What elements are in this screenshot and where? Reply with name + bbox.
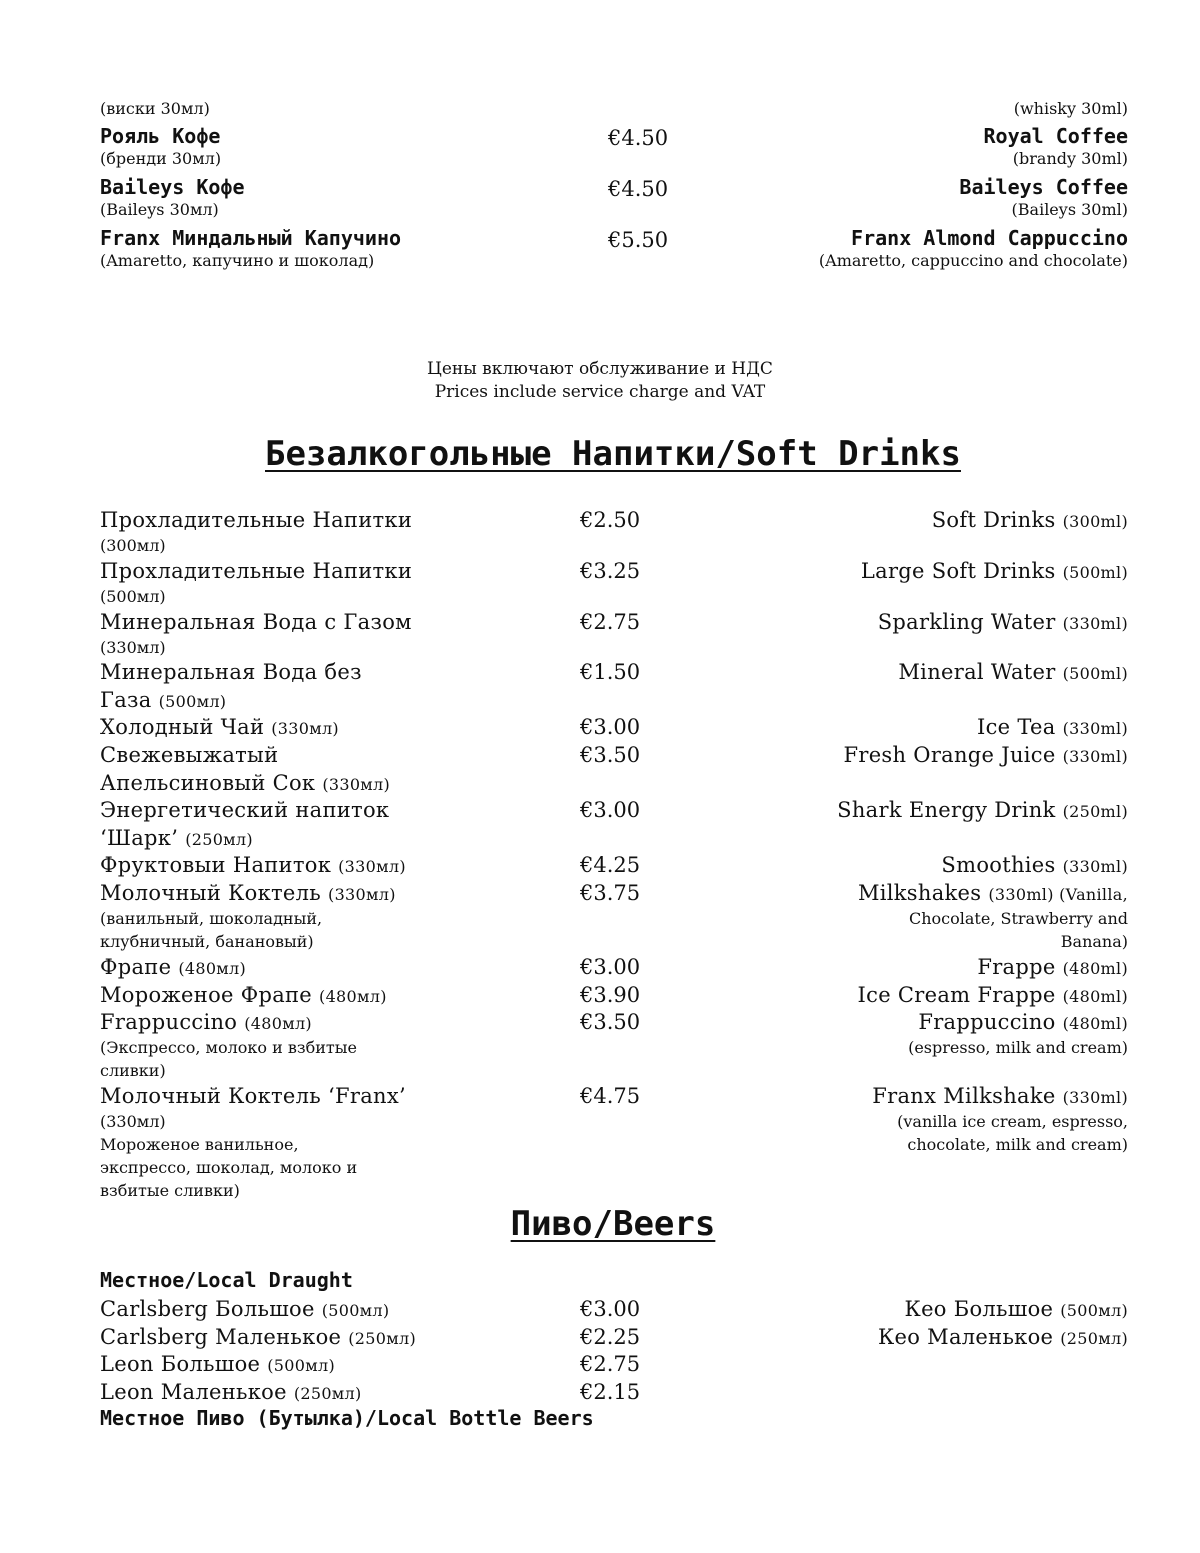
ru-item-name-cont: ‘Шарк’ bbox=[100, 826, 179, 850]
ru-description: экспрессо, шоколад, молоко и bbox=[100, 1158, 358, 1177]
local-draught-label: Местное/Local Draught bbox=[100, 1268, 353, 1292]
list-item bbox=[100, 953, 1128, 981]
price: €3.00 bbox=[580, 955, 641, 979]
soft-drinks-title: Безалкогольные Напитки/Soft Drinks bbox=[265, 434, 961, 474]
en-item-name: Large Soft Drinks bbox=[860, 559, 1056, 583]
ru-volume: (330мл) bbox=[271, 719, 339, 738]
ru-item-name: Мороженое Фрапе bbox=[100, 983, 313, 1007]
ru-item-name: Рояль Кофе bbox=[100, 124, 221, 148]
ru-item-name: Прохладительные Напитки bbox=[100, 508, 413, 532]
list-item bbox=[100, 557, 1128, 609]
ru-volume: (500мл) bbox=[158, 692, 227, 711]
en-volume: (500ml) bbox=[1062, 664, 1128, 683]
price: €3.00 bbox=[580, 715, 641, 739]
en-item-name: Кео Маленькое bbox=[877, 1325, 1054, 1349]
list-item bbox=[100, 608, 1128, 660]
ru-volume: (250мл) bbox=[293, 1384, 362, 1403]
en-volume: (480ml) bbox=[1062, 1014, 1128, 1033]
en-subtext: (Amaretto, cappuccino and chocolate) bbox=[818, 251, 1128, 270]
ru-item-name: Минеральная Вода с Газом bbox=[100, 610, 412, 634]
en-item-name: Smoothies bbox=[941, 853, 1056, 877]
ru-subtext: (Baileys 30мл) bbox=[100, 200, 219, 219]
ru-volume: (300мл) bbox=[100, 536, 166, 555]
coffee-item-royal bbox=[100, 124, 1128, 172]
en-item-name: Sparkling Water bbox=[877, 610, 1056, 634]
en-volume: (300ml) bbox=[1062, 512, 1128, 531]
beers-heading bbox=[0, 1204, 1200, 1244]
list-item bbox=[100, 851, 1128, 879]
ru-item-name: Молочный Коктель bbox=[100, 881, 322, 905]
ru-item-name: Фрапе bbox=[100, 955, 172, 979]
price: €3.50 bbox=[580, 743, 641, 767]
list-item bbox=[100, 658, 1128, 714]
en-item-name: Frappuccino bbox=[918, 1010, 1056, 1034]
ru-volume: (330мл) bbox=[328, 885, 396, 904]
coffee-row-continuation bbox=[100, 98, 1128, 124]
price: €1.50 bbox=[580, 660, 641, 684]
en-volume: (330ml) bbox=[1062, 1088, 1128, 1107]
en-volume: (330ml) bbox=[1062, 747, 1128, 766]
ru-subtext: (бренди 30мл) bbox=[100, 149, 222, 168]
price: €3.25 bbox=[580, 559, 641, 583]
en-item-name: Fresh Orange Juice bbox=[843, 743, 1056, 767]
coffee-item-franx-almond bbox=[100, 226, 1128, 274]
ru-volume: (500мл) bbox=[321, 1301, 390, 1320]
list-item bbox=[100, 1008, 1128, 1084]
en-subtext: (whisky 30ml) bbox=[1013, 99, 1128, 118]
coffee-item-baileys bbox=[100, 175, 1128, 223]
en-description: Banana) bbox=[1060, 932, 1128, 951]
en-volume: (330ml) bbox=[1062, 719, 1128, 738]
en-description: Chocolate, Strawberry and bbox=[909, 909, 1128, 928]
en-volume: (500ml) bbox=[1062, 563, 1128, 582]
ru-item-name: Холодный Чай bbox=[100, 715, 265, 739]
list-item bbox=[100, 879, 1128, 955]
ru-volume: (480мл) bbox=[319, 987, 387, 1006]
price: €2.50 bbox=[580, 508, 641, 532]
list-item bbox=[100, 713, 1128, 741]
ru-item-name: Свежевыжатый bbox=[100, 743, 279, 767]
ru-item-name: Leon Большое bbox=[100, 1352, 261, 1376]
list-item bbox=[100, 506, 1128, 558]
en-item-name: Royal Coffee bbox=[983, 124, 1128, 148]
ru-description: (ванильный, шоколадный, bbox=[100, 909, 323, 928]
en-item-name: Milkshakes bbox=[857, 881, 982, 905]
beers-title: Пиво/Beers bbox=[510, 1204, 716, 1244]
en-volume: (480ml) bbox=[1062, 959, 1128, 978]
price: €4.50 bbox=[608, 126, 669, 150]
en-volume: (250мл) bbox=[1060, 1329, 1128, 1348]
list-item bbox=[100, 1323, 1128, 1351]
ru-item-name: Carlsberg Большое bbox=[100, 1297, 315, 1321]
ru-volume: (250мл) bbox=[185, 830, 253, 849]
en-description: (espresso, milk and cream) bbox=[908, 1038, 1128, 1057]
en-volume: (500мл) bbox=[1060, 1301, 1128, 1320]
price: €4.50 bbox=[608, 177, 669, 201]
price: €3.50 bbox=[580, 1010, 641, 1034]
en-item-name: Ice Cream Frappe bbox=[857, 983, 1056, 1007]
ru-volume: (480мл) bbox=[244, 1014, 312, 1033]
price: €3.00 bbox=[580, 1297, 641, 1321]
ru-item-name: Franx Миндальный Капучино bbox=[100, 226, 402, 250]
en-item-name: Franx Almond Cappuccino bbox=[851, 226, 1128, 250]
price: €3.75 bbox=[580, 881, 641, 905]
ru-volume: (500мл) bbox=[267, 1356, 335, 1375]
ru-item-name: Carlsberg Маленькое bbox=[100, 1325, 342, 1349]
en-item-name: Ice Tea bbox=[977, 715, 1056, 739]
soft-drinks-heading bbox=[0, 434, 1200, 474]
ru-volume: (330мл) bbox=[338, 857, 406, 876]
price: €3.00 bbox=[580, 798, 641, 822]
price: €4.25 bbox=[580, 853, 641, 877]
en-item-name: Shark Energy Drink bbox=[837, 798, 1056, 822]
en-subtext: (Baileys 30ml) bbox=[1011, 200, 1128, 219]
ru-volume: (330мл) bbox=[100, 638, 166, 657]
en-description: (vanilla ice cream, espresso, bbox=[897, 1112, 1128, 1131]
en-volume: (330ml) bbox=[1062, 614, 1128, 633]
price-note-ru: Цены включают обслуживание и НДС bbox=[427, 359, 773, 379]
list-item bbox=[100, 1082, 1128, 1204]
ru-item-name: Frappuccino bbox=[100, 1010, 238, 1034]
ru-item-name-cont: Газа bbox=[100, 688, 152, 712]
ru-subtext: (Amaretto, капучино и шоколад) bbox=[100, 251, 375, 270]
price: €5.50 bbox=[608, 228, 669, 252]
ru-volume: (500мл) bbox=[100, 587, 166, 606]
price: €2.15 bbox=[580, 1380, 641, 1404]
en-item-name: Frappe bbox=[977, 955, 1056, 979]
price-note-en: Prices include service charge and VAT bbox=[434, 382, 766, 402]
ru-description: клубничный, банановый) bbox=[100, 932, 314, 951]
ru-volume: (250мл) bbox=[348, 1329, 416, 1348]
en-volume: (480ml) bbox=[1062, 987, 1128, 1006]
list-item bbox=[100, 741, 1128, 797]
ru-item-name: Leon Маленькое bbox=[100, 1380, 287, 1404]
en-item-name: Soft Drinks bbox=[931, 508, 1056, 532]
local-bottle-beers-label: Местное Пиво (Бутылка)/Local Bottle Beers bbox=[100, 1406, 594, 1430]
en-item-name: Franx Milkshake bbox=[872, 1084, 1056, 1108]
price: €2.75 bbox=[580, 610, 641, 634]
ru-subtext: (виски 30мл) bbox=[100, 99, 210, 118]
en-volume: (250ml) bbox=[1062, 802, 1128, 821]
ru-description: сливки) bbox=[100, 1061, 166, 1080]
ru-item-name: Молочный Коктель ‘Franx’ bbox=[100, 1084, 406, 1108]
en-volume: (330ml) (Vanilla, bbox=[988, 885, 1128, 904]
ru-description: взбитые сливки) bbox=[100, 1181, 240, 1200]
price: €4.75 bbox=[580, 1084, 641, 1108]
ru-item-name-cont: Апельсиновый Сок bbox=[100, 771, 316, 795]
price: €2.25 bbox=[580, 1325, 641, 1349]
en-item-name: Кео Большое bbox=[904, 1297, 1054, 1321]
list-item bbox=[100, 1378, 1128, 1406]
en-volume: (330ml) bbox=[1062, 857, 1128, 876]
price: €2.75 bbox=[580, 1352, 641, 1376]
ru-description: Мороженое ванильное, bbox=[100, 1135, 299, 1154]
ru-item-name: Энергетический напиток bbox=[100, 798, 390, 822]
ru-volume: (330мл) bbox=[100, 1112, 166, 1131]
list-item bbox=[100, 796, 1128, 852]
list-item bbox=[100, 981, 1128, 1009]
en-item-name: Baileys Coffee bbox=[959, 175, 1128, 199]
ru-item-name: Фруктовыи Напиток bbox=[100, 853, 332, 877]
en-subtext: (brandy 30ml) bbox=[1012, 149, 1128, 168]
en-description: chocolate, milk and cream) bbox=[907, 1135, 1128, 1154]
list-item bbox=[100, 1295, 1128, 1323]
ru-item-name: Baileys Кофе bbox=[100, 175, 245, 199]
ru-description: (Экспрессо, молоко и взбитые bbox=[100, 1038, 357, 1057]
ru-item-name: Прохладительные Напитки bbox=[100, 559, 413, 583]
ru-volume: (480мл) bbox=[178, 959, 247, 978]
price: €3.90 bbox=[580, 983, 641, 1007]
ru-item-name: Минеральная Вода без bbox=[100, 660, 362, 684]
list-item bbox=[100, 1350, 1128, 1378]
en-item-name: Mineral Water bbox=[898, 660, 1056, 684]
ru-volume: (330мл) bbox=[322, 775, 391, 794]
